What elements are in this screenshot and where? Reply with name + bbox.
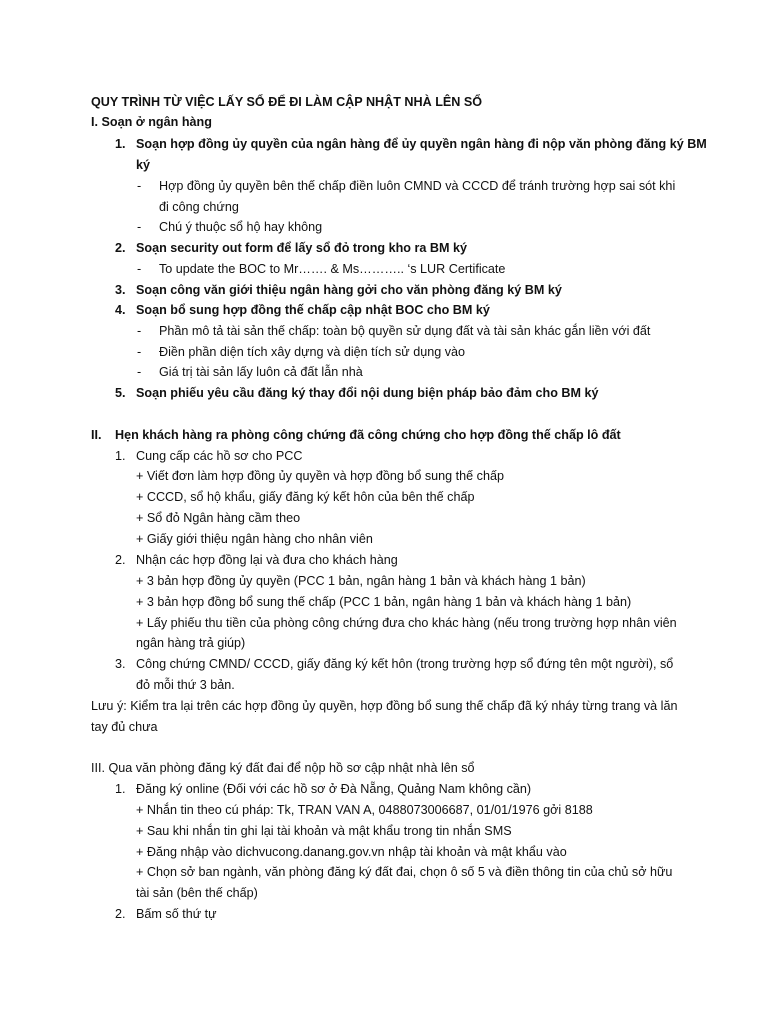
document-page: QUY TRÌNH TỪ VIỆC LẤY SỔ ĐỂ ĐI LÀM CẬP NHẬT NHÀ LÊN SỔ I. Soạn ở ngân hàng 1. Soạn hợp đồng ủy quyền của ngân hàng để ủy quyền ngân hàng đi nộp văn phòng đăng ký BM ký - Hợp đồng ủy quyền bên thế chấp điền luôn CMND và CCCD để tránh trường hợp sai sót khi đi công chứng - Chú ý thuộc sổ hộ hay không 2. Soạn security out form để lấy sổ đỏ trong kho ra BM ký - To update the BOC to Mr……. & Ms……….. ‘s LUR Certificate 3. Soạn công văn giới thiệu ngân hàng gởi cho văn phòng đăng ký BM ký 4. Soạn bổ sung hợp đồng thế chấp cập nhật BOC cho BM ký - Phần mô tả tài sản thế chấp: toàn bộ quyền sử dụng đất và tài sản khác gắn liền với đất - Điền phần diện tích xây dựng và diện tích sử dụng vào - Giá trị tài sản lấy luôn cả đất lẫn nhà 5. Soạn phiếu yêu cầu đăng ký thay đổi nội dung biện pháp bảo đảm cho BM ký II. Hẹn khách hàng ra phòng công chứng đã công chứng cho hợp đồng thế chấp lô đất 1. Cung cấp các hồ sơ cho PCC + Viết đơn làm hợp đồng ủy quyền và hợp đồng bổ sung thế chấp + CCCD, sổ hộ khẩu, giấy đăng ký kết hôn của bên thế chấp + Sổ đỏ Ngân hàng cầm theo + Giấy giới thiệu ngân hàng cho nhân viên 2. Nhận các hợp đồng lại và đưa cho khách hàng + 3 bản hợp đồng ủy quyền (PCC 1 bản, ngân hàng 1 bản và khách hàng 1 bản) + 3 bản hợp đồng bổ sung thế chấp (PCC 1 bản, ngân hàng 1 bản và khách hàng 1 bản) + Lấy phiếu thu tiền của phòng công chứng đưa cho khác hàng (nếu trong trường hợp nhân viên ngân hàng trả giúp) 3. Công chứng CMND/ CCCD, giấy đăng ký kết hôn (trong trường hợp sổ đứng tên một người), sổ đỏ mỗi thứ 3 bản. Lưu ý: Kiểm tra lại trên các hợp đồng ủy quyền, hợp đồng bổ sung thế chấp đã ký nháy từng trang và lăn tay đủ chưa III. Qua văn phòng đăng ký đất đai để nộp hồ sơ cập nhật nhà lên sổ 1. Đăng ký online (Đối với các hồ sơ ở Đà Nẵng, Quảng Nam không cần) + Nhắn tin theo cú pháp: Tk, TRAN VAN A, 0488073006687, 01/01/1976 gởi 8188 + Sau khi nhắn tin ghi lại tài khoản và mật khẩu trong tin nhắn SMS + Đăng nhập vào dichvucong.danang.gov.vn nhập tài khoản và mật khẩu vào + Chọn sở ban ngành, văn phòng đăng ký đất đai, chọn ô số 5 và điền thông tin của chủ sở hữu tài sản (bên thế chấp) 2. Bấm số thứ tự <box>91 95 707 921</box>
